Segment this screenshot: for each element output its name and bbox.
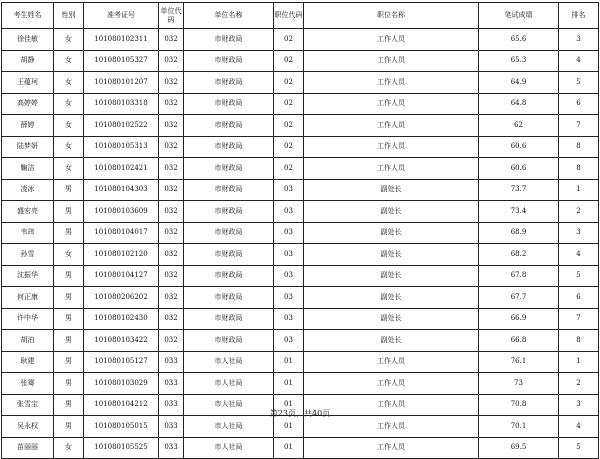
cell-unit-name: 市财政局 bbox=[184, 158, 274, 180]
cell-position-name: 工作人员 bbox=[304, 437, 479, 459]
cell-exam-no: 101080105327 bbox=[84, 50, 159, 72]
header-position-code: 职位代码 bbox=[274, 3, 304, 29]
cell-unit-code: 032 bbox=[159, 330, 184, 352]
cell-gender: 女 bbox=[54, 50, 84, 72]
table-row bbox=[2, 373, 599, 395]
cell-score: 60.6 bbox=[479, 158, 559, 180]
cell-position-name: 工作人员 bbox=[304, 93, 479, 115]
cell-rank: 7 bbox=[559, 308, 599, 330]
cell-position-name: 工作人员 bbox=[304, 29, 479, 51]
cell-position-code: 02 bbox=[274, 29, 304, 51]
cell-name: 鞠洁 bbox=[2, 158, 54, 180]
cell-exam-no: 101080103029 bbox=[84, 373, 159, 395]
cell-exam-no: 101080101207 bbox=[84, 72, 159, 94]
cell-position-code: 01 bbox=[274, 351, 304, 373]
cell-unit-name: 市财政局 bbox=[184, 50, 274, 72]
cell-score: 66.9 bbox=[479, 308, 559, 330]
cell-position-name: 副处长 bbox=[304, 201, 479, 223]
cell-gender: 男 bbox=[54, 330, 84, 352]
cell-unit-name: 市财政局 bbox=[184, 179, 274, 201]
header-gender: 性别 bbox=[54, 3, 84, 29]
cell-unit-name: 市人社局 bbox=[184, 394, 274, 416]
cell-position-code: 03 bbox=[274, 222, 304, 244]
cell-gender: 男 bbox=[54, 308, 84, 330]
cell-exam-no: 101080103422 bbox=[84, 330, 159, 352]
cell-gender: 女 bbox=[54, 158, 84, 180]
cell-position-code: 01 bbox=[274, 394, 304, 416]
cell-score: 64.9 bbox=[479, 72, 559, 94]
table-row bbox=[2, 136, 599, 158]
table-row bbox=[2, 265, 599, 287]
cell-rank: 1 bbox=[559, 351, 599, 373]
cell-name: 凌冰 bbox=[2, 179, 54, 201]
cell-gender: 男 bbox=[54, 222, 84, 244]
cell-rank: 8 bbox=[559, 330, 599, 352]
cell-unit-name: 市人社局 bbox=[184, 416, 274, 438]
cell-name: 孙雪 bbox=[2, 244, 54, 266]
cell-exam-no: 101080102421 bbox=[84, 158, 159, 180]
cell-unit-name: 市财政局 bbox=[184, 330, 274, 352]
page-footer: 第23页，共40页 bbox=[269, 409, 331, 418]
cell-unit-name: 市财政局 bbox=[184, 201, 274, 223]
cell-exam-no: 101080105525 bbox=[84, 437, 159, 459]
cell-name: 高婷婷 bbox=[2, 93, 54, 115]
cell-exam-no: 101080102120 bbox=[84, 244, 159, 266]
cell-name: 何正康 bbox=[2, 287, 54, 309]
cell-score: 68.9 bbox=[479, 222, 559, 244]
cell-score: 65.3 bbox=[479, 50, 559, 72]
cell-unit-name: 市人社局 bbox=[184, 373, 274, 395]
cell-unit-name: 市人社局 bbox=[184, 351, 274, 373]
cell-unit-code: 032 bbox=[159, 158, 184, 180]
cell-unit-code: 033 bbox=[159, 416, 184, 438]
cell-rank: 4 bbox=[559, 50, 599, 72]
cell-name: 张雪宝 bbox=[2, 394, 54, 416]
cell-position-code: 02 bbox=[274, 115, 304, 137]
cell-name: 苗丽丽 bbox=[2, 437, 54, 459]
cell-position-name: 工作人员 bbox=[304, 351, 479, 373]
cell-name: 王蕴珂 bbox=[2, 72, 54, 94]
cell-position-name: 工作人员 bbox=[304, 416, 479, 438]
cell-exam-no: 101080206202 bbox=[84, 287, 159, 309]
cell-exam-no: 101080102430 bbox=[84, 308, 159, 330]
table-row bbox=[2, 115, 599, 137]
cell-name: 耿建 bbox=[2, 351, 54, 373]
cell-unit-code: 032 bbox=[159, 93, 184, 115]
cell-rank: 2 bbox=[559, 201, 599, 223]
header-exam-no: 准考证号 bbox=[84, 3, 159, 29]
score-table bbox=[1, 2, 599, 459]
cell-unit-name: 市财政局 bbox=[184, 72, 274, 94]
cell-unit-name: 市人社局 bbox=[184, 437, 274, 459]
table-header-row bbox=[2, 3, 599, 29]
cell-rank: 5 bbox=[559, 437, 599, 459]
cell-score: 76.1 bbox=[479, 351, 559, 373]
cell-rank: 6 bbox=[559, 93, 599, 115]
table-row bbox=[2, 93, 599, 115]
cell-unit-name: 市财政局 bbox=[184, 115, 274, 137]
cell-position-name: 工作人员 bbox=[304, 136, 479, 158]
cell-rank: 8 bbox=[559, 136, 599, 158]
header-score: 笔试成绩 bbox=[479, 3, 559, 29]
cell-score: 73 bbox=[479, 373, 559, 395]
table-row bbox=[2, 72, 599, 94]
cell-position-name: 副处长 bbox=[304, 308, 479, 330]
cell-gender: 女 bbox=[54, 244, 84, 266]
cell-gender: 女 bbox=[54, 29, 84, 51]
cell-exam-no: 101080103609 bbox=[84, 201, 159, 223]
header-position-name: 职位名称 bbox=[304, 3, 479, 29]
cell-exam-no: 101080105313 bbox=[84, 136, 159, 158]
cell-position-name: 工作人员 bbox=[304, 158, 479, 180]
cell-exam-no: 101080105127 bbox=[84, 351, 159, 373]
cell-gender: 女 bbox=[54, 72, 84, 94]
cell-position-code: 02 bbox=[274, 136, 304, 158]
cell-rank: 3 bbox=[559, 29, 599, 51]
cell-score: 60.6 bbox=[479, 136, 559, 158]
cell-position-code: 02 bbox=[274, 72, 304, 94]
cell-name: 陆梦妍 bbox=[2, 136, 54, 158]
cell-rank: 8 bbox=[559, 158, 599, 180]
cell-rank: 2 bbox=[559, 373, 599, 395]
cell-unit-code: 032 bbox=[159, 115, 184, 137]
cell-position-name: 工作人员 bbox=[304, 115, 479, 137]
cell-gender: 男 bbox=[54, 179, 84, 201]
cell-score: 67.7 bbox=[479, 287, 559, 309]
cell-name: 沈振华 bbox=[2, 265, 54, 287]
cell-unit-name: 市财政局 bbox=[184, 222, 274, 244]
table-row bbox=[2, 201, 599, 223]
cell-position-code: 03 bbox=[274, 287, 304, 309]
cell-gender: 男 bbox=[54, 373, 84, 395]
cell-unit-code: 033 bbox=[159, 437, 184, 459]
table-row bbox=[2, 29, 599, 51]
cell-gender: 男 bbox=[54, 287, 84, 309]
cell-position-code: 03 bbox=[274, 201, 304, 223]
cell-unit-code: 032 bbox=[159, 29, 184, 51]
cell-unit-code: 032 bbox=[159, 308, 184, 330]
cell-unit-name: 市财政局 bbox=[184, 136, 274, 158]
table-row bbox=[2, 244, 599, 266]
cell-unit-name: 市财政局 bbox=[184, 265, 274, 287]
cell-position-code: 02 bbox=[274, 93, 304, 115]
cell-name: 胡静 bbox=[2, 50, 54, 72]
cell-unit-code: 032 bbox=[159, 201, 184, 223]
cell-gender: 男 bbox=[54, 394, 84, 416]
cell-unit-code: 032 bbox=[159, 179, 184, 201]
cell-rank: 3 bbox=[559, 394, 599, 416]
cell-position-code: 03 bbox=[274, 179, 304, 201]
cell-gender: 男 bbox=[54, 201, 84, 223]
cell-position-name: 工作人员 bbox=[304, 72, 479, 94]
cell-unit-name: 市财政局 bbox=[184, 308, 274, 330]
header-name: 考生姓名 bbox=[2, 3, 54, 29]
cell-position-name: 副处长 bbox=[304, 179, 479, 201]
cell-position-code: 03 bbox=[274, 244, 304, 266]
cell-position-name: 副处长 bbox=[304, 222, 479, 244]
cell-name: 胡泊 bbox=[2, 330, 54, 352]
cell-unit-code: 032 bbox=[159, 50, 184, 72]
cell-position-code: 01 bbox=[274, 373, 304, 395]
cell-exam-no: 101080104303 bbox=[84, 179, 159, 201]
cell-name: 韦玮 bbox=[2, 222, 54, 244]
cell-rank: 6 bbox=[559, 287, 599, 309]
cell-position-code: 01 bbox=[274, 416, 304, 438]
cell-gender: 男 bbox=[54, 351, 84, 373]
cell-exam-no: 101080104212 bbox=[84, 394, 159, 416]
cell-unit-code: 032 bbox=[159, 244, 184, 266]
cell-gender: 男 bbox=[54, 416, 84, 438]
cell-score: 73.4 bbox=[479, 201, 559, 223]
cell-score: 70.1 bbox=[479, 416, 559, 438]
cell-score: 68.2 bbox=[479, 244, 559, 266]
cell-unit-name: 市财政局 bbox=[184, 244, 274, 266]
cell-score: 64.8 bbox=[479, 93, 559, 115]
cell-exam-no: 101080104017 bbox=[84, 222, 159, 244]
cell-unit-code: 032 bbox=[159, 136, 184, 158]
cell-unit-code: 032 bbox=[159, 222, 184, 244]
cell-exam-no: 101080102311 bbox=[84, 29, 159, 51]
cell-exam-no: 101080105015 bbox=[84, 416, 159, 438]
cell-score: 67.8 bbox=[479, 265, 559, 287]
cell-position-code: 02 bbox=[274, 158, 304, 180]
cell-unit-code: 032 bbox=[159, 265, 184, 287]
table-row bbox=[2, 50, 599, 72]
header-unit-name: 单位名称 bbox=[184, 3, 274, 29]
table-row bbox=[2, 308, 599, 330]
cell-score: 62 bbox=[479, 115, 559, 137]
cell-gender: 男 bbox=[54, 265, 84, 287]
cell-gender: 女 bbox=[54, 115, 84, 137]
cell-unit-name: 市财政局 bbox=[184, 93, 274, 115]
cell-score: 69.5 bbox=[479, 437, 559, 459]
header-rank: 排名 bbox=[559, 3, 599, 29]
cell-position-name: 副处长 bbox=[304, 330, 479, 352]
cell-rank: 1 bbox=[559, 179, 599, 201]
table-row bbox=[2, 222, 599, 244]
table-row bbox=[2, 287, 599, 309]
cell-position-name: 副处长 bbox=[304, 287, 479, 309]
cell-position-name: 工作人员 bbox=[304, 373, 479, 395]
cell-unit-name: 市财政局 bbox=[184, 287, 274, 309]
cell-name: 吴永权 bbox=[2, 416, 54, 438]
cell-score: 73.7 bbox=[479, 179, 559, 201]
cell-gender: 女 bbox=[54, 437, 84, 459]
cell-name: 薛婷 bbox=[2, 115, 54, 137]
cell-rank: 4 bbox=[559, 244, 599, 266]
cell-name: 张骞 bbox=[2, 373, 54, 395]
cell-rank: 7 bbox=[559, 115, 599, 137]
cell-gender: 女 bbox=[54, 136, 84, 158]
cell-exam-no: 101080103318 bbox=[84, 93, 159, 115]
cell-position-code: 03 bbox=[274, 330, 304, 352]
cell-gender: 女 bbox=[54, 93, 84, 115]
cell-unit-name: 市财政局 bbox=[184, 29, 274, 51]
cell-unit-code: 033 bbox=[159, 373, 184, 395]
cell-position-name: 工作人员 bbox=[304, 50, 479, 72]
cell-position-name: 工作人员 bbox=[304, 394, 479, 416]
cell-score: 66.8 bbox=[479, 330, 559, 352]
cell-rank: 4 bbox=[559, 416, 599, 438]
cell-name: 盛宏亮 bbox=[2, 201, 54, 223]
cell-unit-code: 033 bbox=[159, 351, 184, 373]
cell-unit-code: 033 bbox=[159, 394, 184, 416]
cell-name: 许中华 bbox=[2, 308, 54, 330]
cell-score: 65.6 bbox=[479, 29, 559, 51]
header-unit-code: 单位代码 bbox=[159, 3, 184, 29]
cell-position-code: 01 bbox=[274, 437, 304, 459]
cell-unit-code: 032 bbox=[159, 287, 184, 309]
cell-name: 徐佳敏 bbox=[2, 29, 54, 51]
cell-exam-no: 101080104127 bbox=[84, 265, 159, 287]
cell-exam-no: 101080102522 bbox=[84, 115, 159, 137]
cell-score: 70.8 bbox=[479, 394, 559, 416]
table-row bbox=[2, 351, 599, 373]
table-row bbox=[2, 179, 599, 201]
table-row bbox=[2, 158, 599, 180]
cell-rank: 5 bbox=[559, 72, 599, 94]
cell-position-code: 03 bbox=[274, 265, 304, 287]
cell-position-name: 副处长 bbox=[304, 244, 479, 266]
cell-rank: 5 bbox=[559, 265, 599, 287]
table-row bbox=[2, 330, 599, 352]
cell-rank: 3 bbox=[559, 222, 599, 244]
cell-unit-code: 032 bbox=[159, 72, 184, 94]
cell-position-code: 03 bbox=[274, 308, 304, 330]
table-row bbox=[2, 437, 599, 459]
cell-position-code: 02 bbox=[274, 50, 304, 72]
cell-position-name: 副处长 bbox=[304, 265, 479, 287]
